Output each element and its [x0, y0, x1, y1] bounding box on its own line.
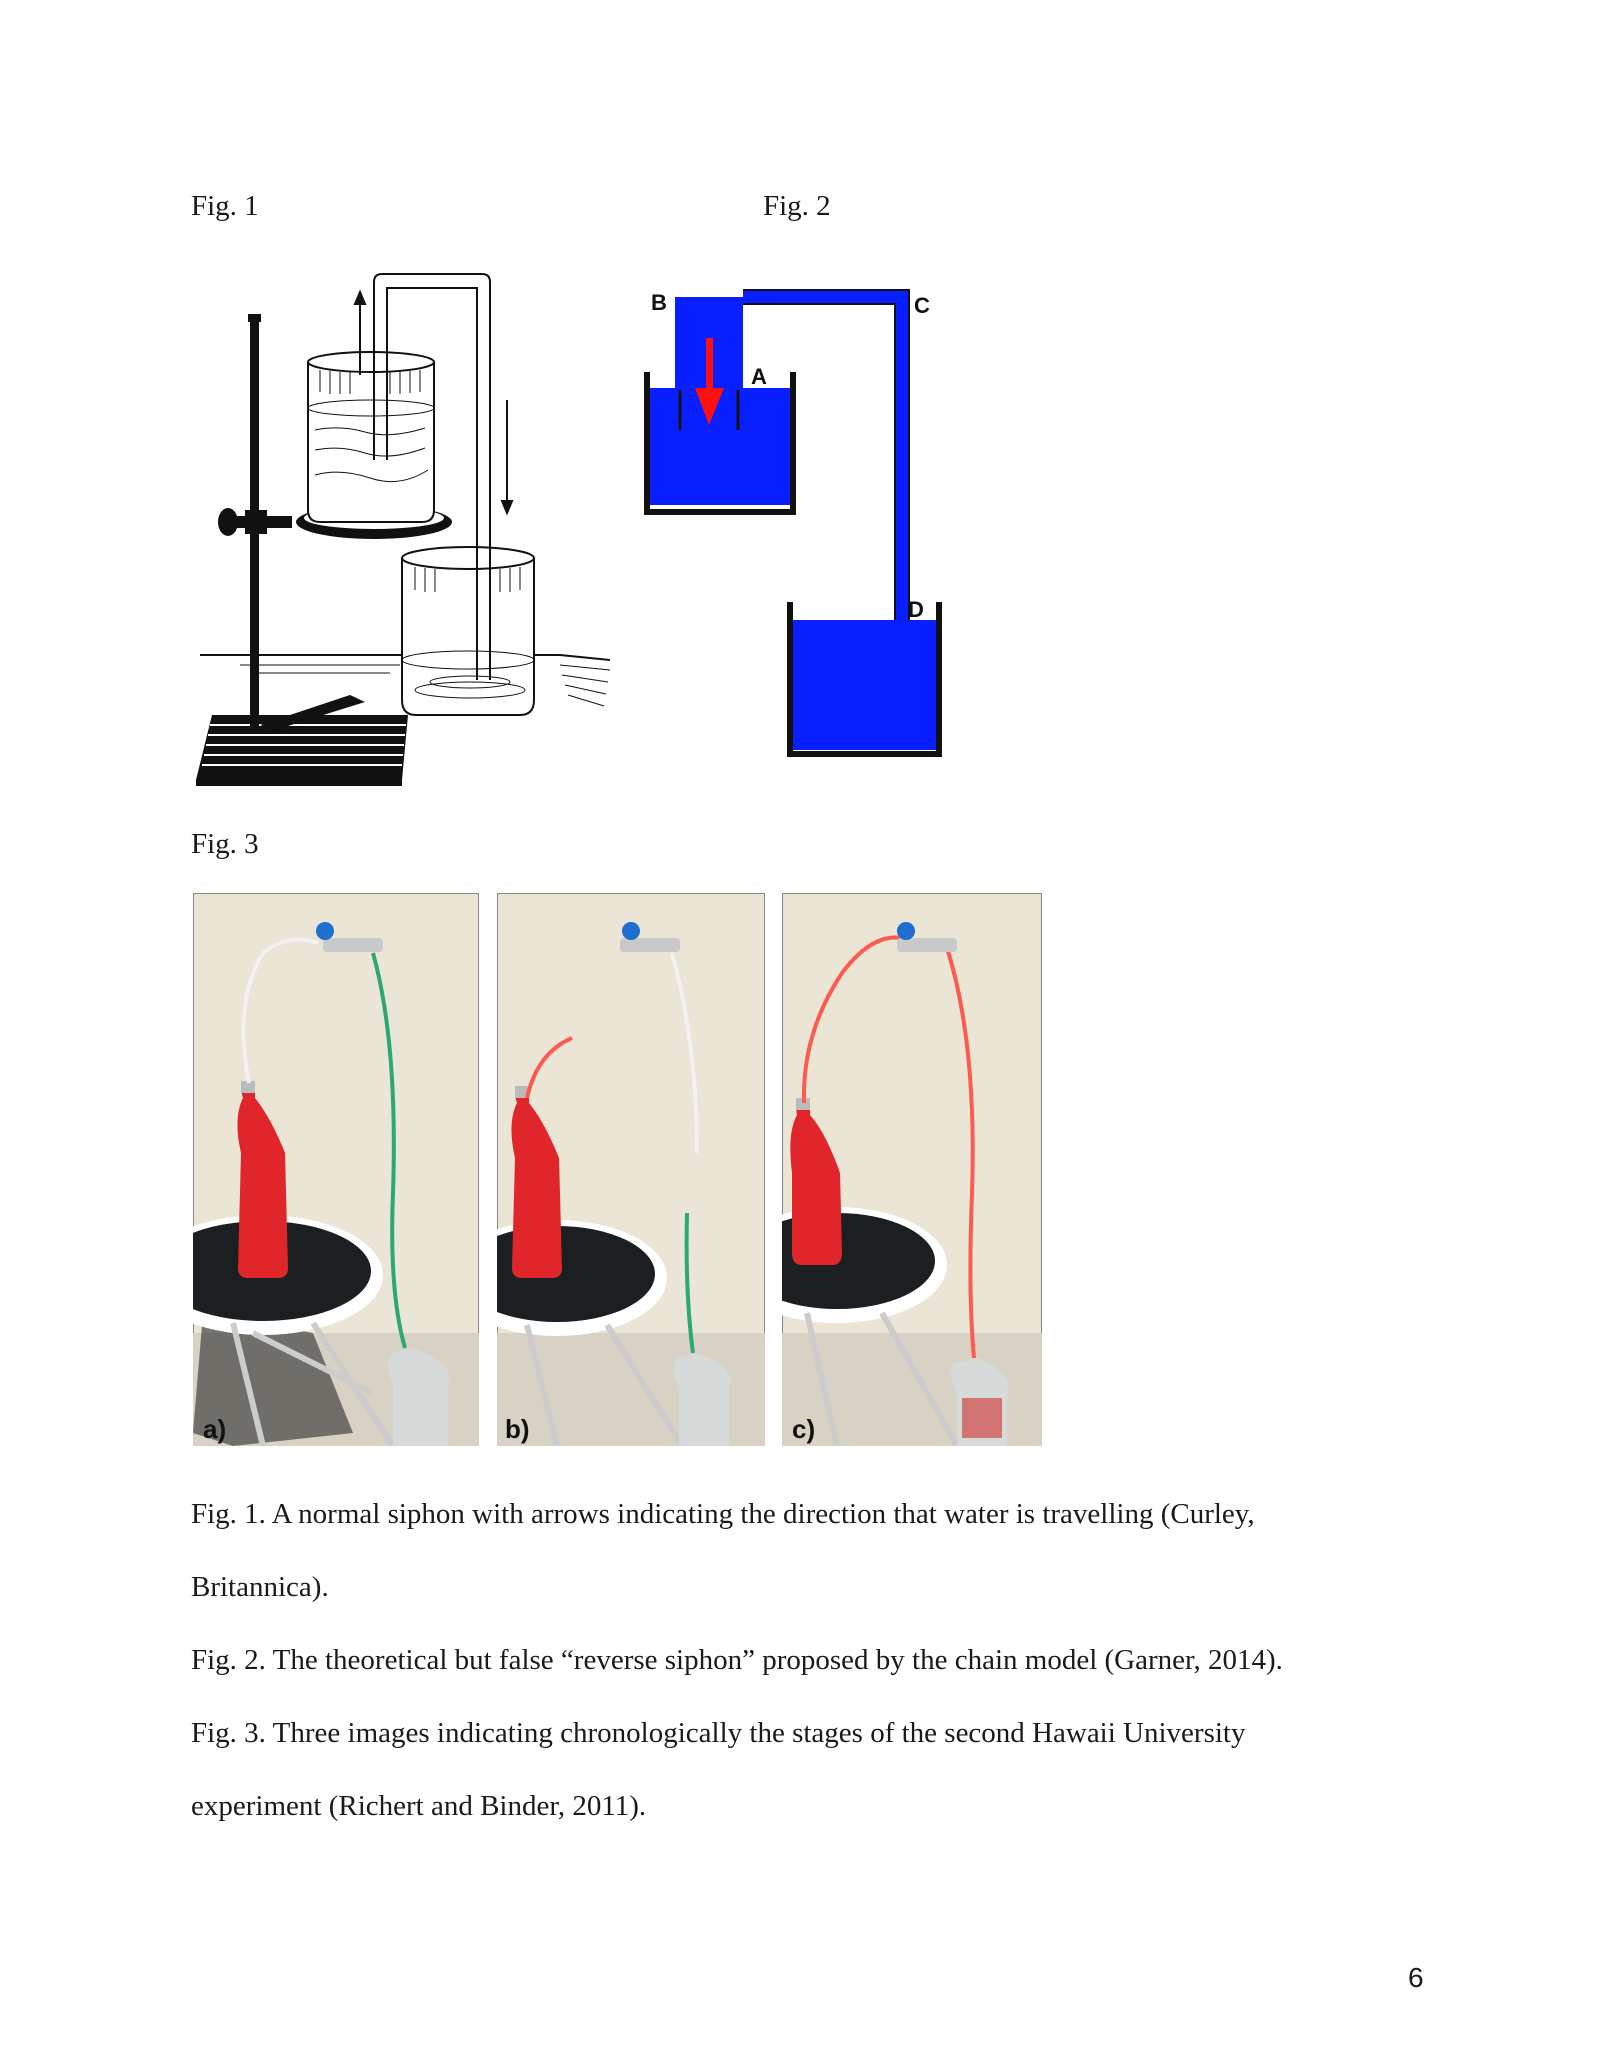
panel-c-label: c): [792, 1414, 816, 1444]
page-number: 6: [1408, 1962, 1424, 1993]
left-container-water: [650, 388, 790, 505]
caption-fig1-line1: Fig. 1. A normal siphon with arrows indicating the direction that water is travelling (Curley,: [191, 1498, 1255, 1530]
stand-clamp: [218, 508, 292, 536]
point-d-label: D: [908, 597, 924, 622]
fig2-label: Fig. 2: [763, 190, 831, 222]
fig2-reverse-siphon-diagram: [640, 280, 1000, 760]
fig3-photo-panel-a: [193, 893, 479, 1446]
stand-base: [196, 695, 408, 786]
fig3-photo-panel-b: [497, 893, 765, 1446]
panel-b-label: b): [505, 1414, 530, 1444]
upper-beaker: [308, 352, 434, 522]
fig3-photo-panel-c: [782, 893, 1042, 1446]
point-c-label: C: [914, 293, 930, 318]
caption-fig3-line2: experiment (Richert and Binder, 2011).: [191, 1790, 647, 1822]
fig1-siphon-illustration: [190, 270, 620, 790]
panel-a-label: a): [203, 1414, 227, 1444]
right-container-water: [792, 620, 937, 750]
point-b-label: B: [651, 290, 667, 315]
caption-fig2: Fig. 2. The theoretical but false “reverse siphon” proposed by the chain model (Garner, 2014).: [191, 1644, 1283, 1676]
fig1-label: Fig. 1: [191, 190, 259, 222]
flow-down-arrow-icon: [502, 400, 512, 513]
point-a-label: A: [751, 364, 767, 389]
caption-fig1-line2: Britannica).: [191, 1571, 329, 1603]
fig3-label: Fig. 3: [191, 828, 259, 860]
lower-beaker: [402, 547, 534, 715]
caption-fig3-line1: Fig. 3. Three images indicating chronologically the stages of the second Hawaii University: [191, 1717, 1246, 1749]
